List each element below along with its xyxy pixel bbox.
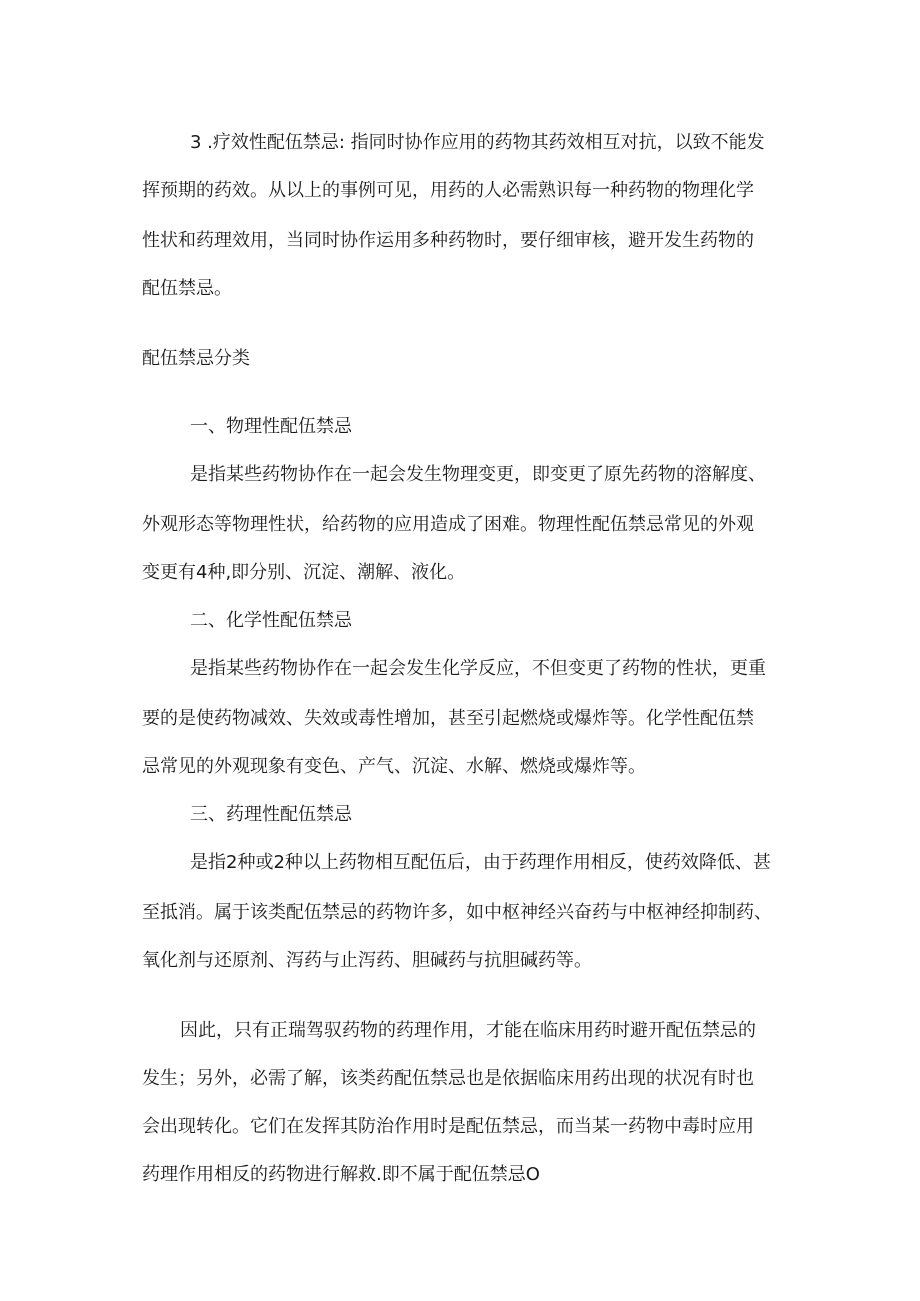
section-3-line-2: 至抵消。属于该类配伍禁忌的药物许多，如中枢神经兴奋药与中枢神经抑制药、: [142, 902, 772, 923]
intro-line-3: 性状和药理效用，当同时协作运用多种药物时，要仔细审核，避开发生药物的: [142, 230, 754, 251]
classification-title: 配伍禁忌分类: [142, 348, 250, 369]
conclusion-line-2: 发生；另外，必需了解，该类药配伍禁忌也是依据临床用药出现的状况有时也: [142, 1068, 754, 1089]
section-3-heading: 三、药理性配伍禁忌: [190, 804, 352, 825]
section-3-line-1: 是指2种或2种以上药物相互配伍后，由于药理作用相反，使药效降低、甚: [190, 852, 771, 873]
intro-line-2: 挥预期的药效。从以上的事例可见，用药的人必需熟识每一种药物的物理化学: [142, 180, 754, 201]
conclusion-line-1: 因此，只有正瑞驾驭药物的药理作用，才能在临床用药时避开配伍禁忌的: [180, 1020, 756, 1041]
section-2-line-3: 忌常见的外观现象有变色、产气、沉淀、水解、燃烧或爆炸等。: [142, 756, 646, 777]
section-2-heading: 二、化学性配伍禁忌: [190, 610, 352, 631]
conclusion-line-3: 会出现转化。它们在发挥其防治作用时是配伍禁忌，而当某一药物中毒时应用: [142, 1116, 754, 1137]
section-2-line-2: 要的是使药物减效、失效或毒性增加，甚至引起燃烧或爆炸等。化学性配伍禁: [142, 708, 754, 729]
conclusion-line-4: 药理作用相反的药物进行解救.即不属于配伍禁忌O: [142, 1164, 540, 1185]
section-1-line-1: 是指某些药物协作在一起会发生物理变更，即变更了原先药物的溶解度、: [190, 464, 766, 485]
intro-line-1: 3 .疗效性配伍禁忌: 指同时协作应用的药物其药效相互对抗，以致不能发: [190, 132, 765, 153]
section-3-line-3: 氧化剂与还原剂、泻药与止泻药、胆碱药与抗胆碱药等。: [142, 950, 592, 971]
intro-line-4: 配伍禁忌。: [142, 278, 232, 299]
section-2-line-1: 是指某些药物协作在一起会发生化学反应，不但变更了药物的性状，更重: [190, 658, 766, 679]
section-1-line-2: 外观形态等物理性状，给药物的应用造成了困难。物理性配伍禁忌常见的外观: [142, 514, 754, 535]
section-1-line-3: 变更有4种,即分别、沉淀、潮解、液化。: [142, 562, 466, 583]
section-1-heading: 一、物理性配伍禁忌: [190, 416, 352, 437]
